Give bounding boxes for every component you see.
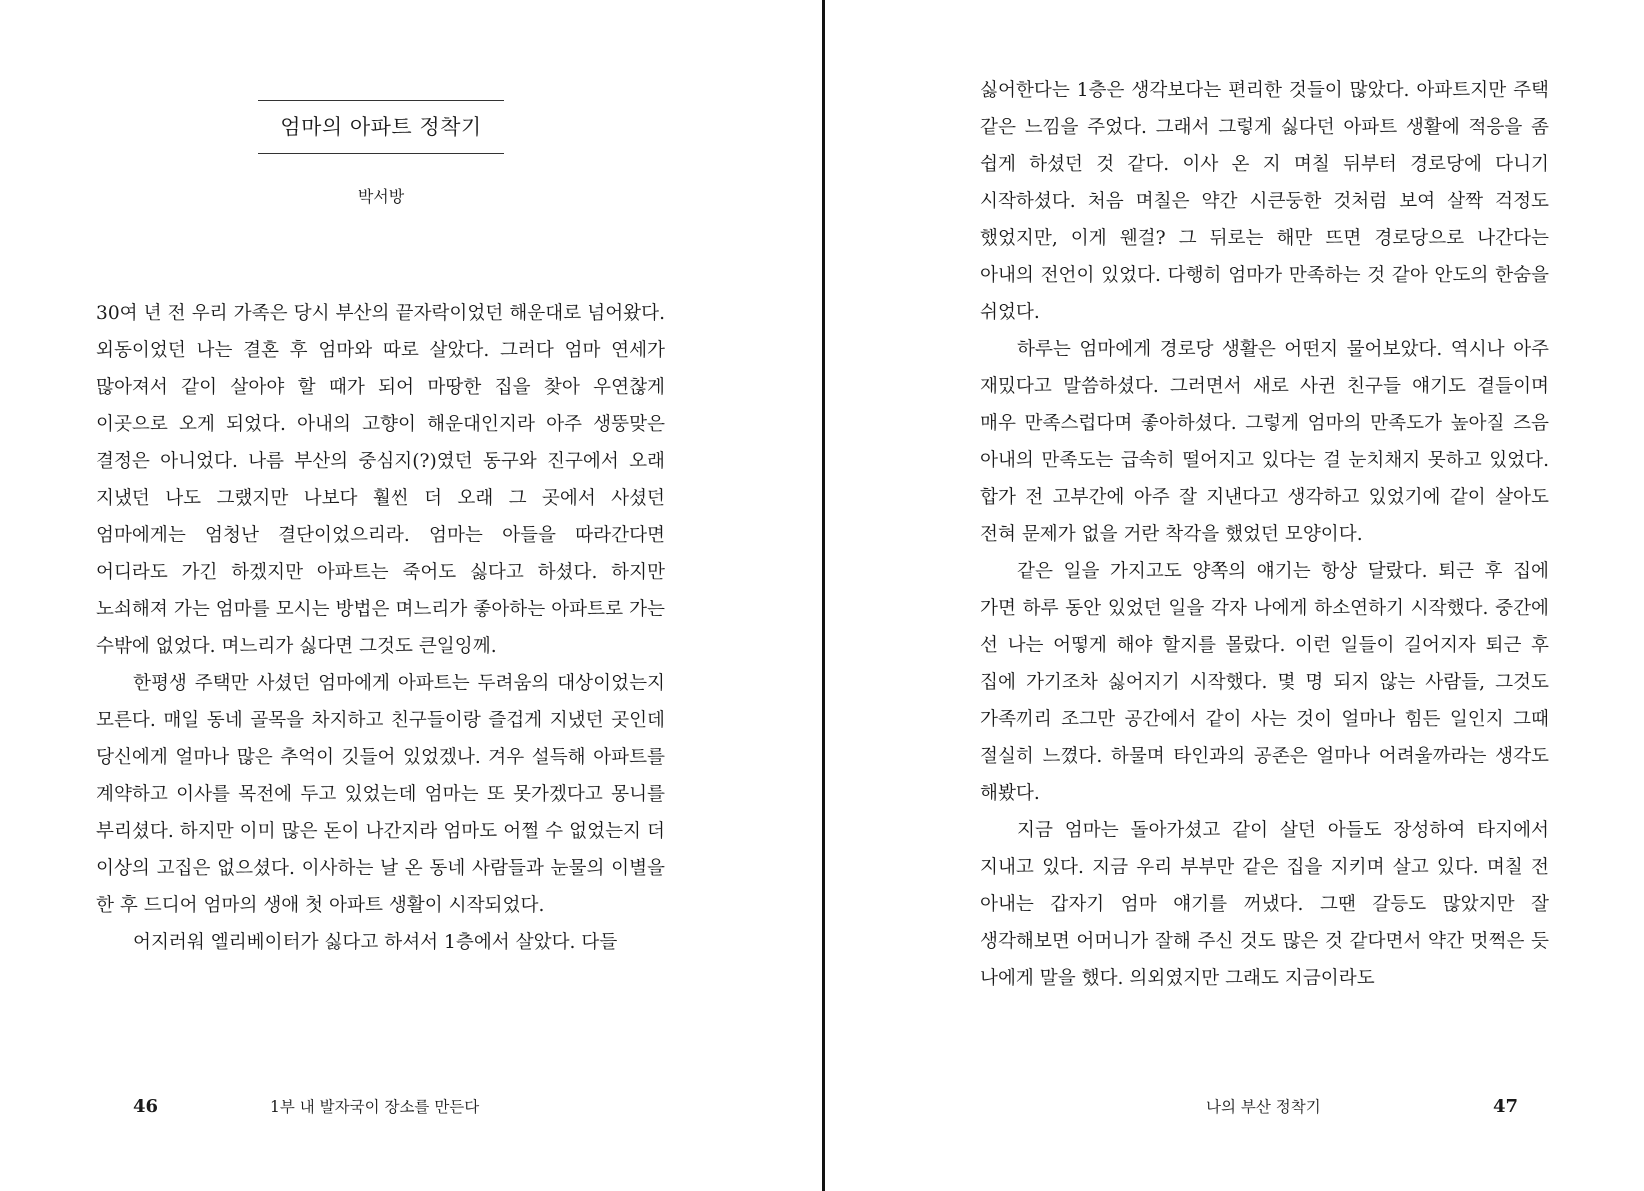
page-number-left: 46 [133,1096,159,1117]
right-page [825,0,1644,1191]
paragraph: 어지러워 엘리베이터가 싫다고 하셔서 1층에서 살았다. 다들 [133,932,618,953]
paragraph: 같은 일을 가지고도 양쪽의 얘기는 항상 달랐다. 퇴근 후 집에 가면 하루 동안 있었던 일을 각자 나에게 하소연하기 시작했다. 중간에 선 나는 어떻게 해야 할지를 몰랐다. 이런 일들이 길어지자 퇴근 후 집에 가기조차 싫어지기 시작했다. 몇 명 되지 않는 사람들, 그것도 가족끼리 조그만 공간에서 같이 사는 것이 얼마나 힘든 일인지 그때 절실히 느꼈다. 하물며 타인과의 공존은 얼마나 어려울까라는 생각도 해봤다. [980,561,1549,804]
author-name: 박서방 [357,187,405,206]
paragraph: 싫어한다는 1층은 생각보다는 편리한 것들이 많았다. 아파트지만 주택 같은 느낌을 주었다. 그래서 그렇게 싫다던 아파트 생활에 적응을 좀 쉽게 하셨던 것 같다. 이사 온 지 며칠 뒤부터 경로당에 다니기 시작하셨다. 처음 며칠은 약간 시큰둥한 것처럼 보여 살짝 걱정도 했었지만, 이게 웬걸? 그 뒤로는 해만 뜨면 경로당으로 나간다는 아내의 전언이 있었다. 다행히 엄마가 만족하는 것 같아 안도의 한숨을 쉬었다. [980,80,1549,323]
running-head-right: 나의 부산 정착기 [1206,1098,1321,1116]
page-number-right: 47 [1493,1096,1519,1117]
paragraph: 하루는 엄마에게 경로당 생활은 어떤지 물어보았다. 역시나 아주 재밌다고 말씀하셨다. 그러면서 새로 사귄 친구들 얘기도 곁들이며 매우 만족스럽다며 좋아하셨다. 그렇게 엄마의 만족도가 높아질 즈음 아내의 만족도는 급속히 떨어지고 있다는 걸 눈치채지 못하고 있었다. 합가 전 고부간에 아주 잘 지낸다고 생각하고 있었기에 같이 살아도 전혀 문제가 없을 거란 착각을 했었던 모양이다. [980,339,1549,545]
left-body-text [96,295,665,961]
running-head-left: 1부 내 발자국이 장소를 만든다 [270,1098,480,1116]
paragraph: 30여 년 전 우리 가족은 당시 부산의 끝자락이었던 해운대로 넘어왔다. 외동이었던 나는 결혼 후 엄마와 따로 살았다. 그러다 엄마 연세가 많아져서 같이 살아야 할 때가 되어 마땅한 집을 찾아 우연찮게 이곳으로 오게 되었다. 아내의 고향이 해운대인지라 아주 생뚱맞은 결정은 아니었다. 나름 부산의 중심지(?)였던 동구와 진구에서 오래 지냈던 나도 그랬지만 나보다 훨씬 더 오래 그 곳에서 사셨던 엄마에게는 엄청난 결단이었으리라. 엄마는 아들을 따라간다면 어디라도 가긴 하겠지만 아파트는 죽어도 싫다고 하셨다. 하지만 노쇠해져 가는 엄마를 모시는 방법은 며느리가 좋아하는 아파트로 가는 수밖에 없었다. 며느리가 싫다면 그것도 큰일잉께. [96,303,665,657]
chapter-heading [258,100,504,154]
right-body-text [980,72,1549,997]
title-rule-bottom [258,153,504,154]
paragraph: 지금 엄마는 돌아가셨고 같이 살던 아들도 장성하여 타지에서 지내고 있다. 지금 우리 부부만 같은 집을 지키며 살고 있다. 며칠 전 아내는 갑자기 엄마 얘기를 꺼냈다. 그땐 갈등도 많았지만 잘 생각해보면 어머니가 잘해 주신 것도 많은 것 같다면서 약간 멋쩍은 듯 나에게 말을 했다. 의외였지만 그래도 지금이라도 [980,820,1549,989]
chapter-title: 엄마의 아파트 정착기 [280,115,482,139]
paragraph: 한평생 주택만 사셨던 엄마에게 아파트는 두려움의 대상이었는지 모른다. 매일 동네 골목을 차지하고 친구들이랑 즐겁게 지냈던 곳인데 당신에게 얼마나 많은 추억이 깃들어 있었겠나. 겨우 설득해 아파트를 계약하고 이사를 목전에 두고 있었는데 엄마는 또 못가겠다고 몽니를 부리셨다. 하지만 이미 많은 돈이 나간지라 엄마도 어쩔 수 없었는지 더 이상의 고집은 없으셨다. 이사하는 날 온 동네 사람들과 눈물의 이별을 한 후 드디어 엄마의 생애 첫 아파트 생활이 시작되었다. [96,673,665,916]
